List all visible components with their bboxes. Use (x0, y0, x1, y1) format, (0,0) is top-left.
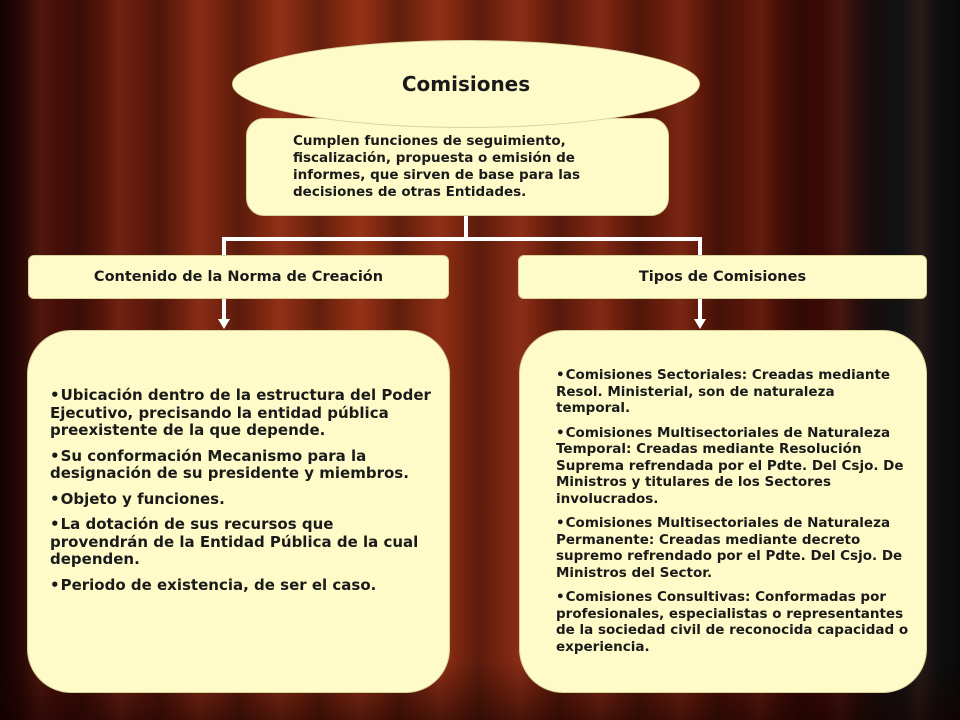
right-branch-header-text: Tipos de Comisiones (638, 269, 807, 285)
bullet-icon: • (50, 515, 60, 533)
connector-right-arrow-line (698, 298, 702, 320)
connector-right-drop (698, 237, 702, 256)
arrow-down-right-icon (694, 319, 706, 329)
left-content-box (27, 330, 450, 693)
left-branch-header-text: Contenido de la Norma de Creación (93, 269, 384, 285)
connector-left-arrow-line (222, 298, 226, 320)
bullet-icon: • (556, 367, 565, 383)
description-box (246, 118, 669, 216)
bullet-icon: • (556, 515, 565, 531)
left-items-list (50, 387, 431, 594)
bullet-icon: • (50, 446, 60, 465)
list-item: •Comisiones Multisectoriales de Naturaleza Temporal: Creadas mediante Resolución Suprema refrendada por el Pdte. Del Csjo. De Ministros y titulares de los Sectores involucrados. (556, 424, 904, 507)
list-item: •Ubicación dentro de la estructura del Poder Ejecutivo, precisando la entidad pública preexistente de la que depende. (50, 386, 431, 439)
right-branch-header (518, 255, 927, 299)
bullet-icon: • (50, 386, 60, 404)
list-item: •Su conformación Mecanismo para la designación de su presidente y miembros. (50, 446, 409, 482)
left-branch-header (28, 255, 449, 299)
list-item: •Objeto y funciones. (50, 489, 225, 508)
list-item: •Periodo de existencia, de ser el caso. (50, 575, 377, 594)
connector-horizontal (222, 237, 702, 241)
bullet-icon: • (50, 575, 60, 594)
list-item: •Comisiones Consultivas: Conformadas por profesionales, especialistas o representantes de la sociedad civil de reconocida capacidad o experiencia. (556, 589, 909, 655)
bullet-icon: • (556, 424, 565, 441)
arrow-down-left-icon (218, 319, 230, 329)
bullet-icon: • (556, 589, 565, 605)
bullet-icon: • (50, 489, 60, 508)
description-text: Cumplen funciones de seguimiento, fiscalización, propuesta o emisión de informes, que sirven de base para las decisiones de otras Entidades. (293, 133, 581, 200)
diagram-title: Comisiones (401, 72, 531, 96)
right-items-list (556, 367, 912, 655)
title-oval (232, 40, 700, 128)
list-item: •La dotación de sus recursos que provendrán de la Entidad Pública de la cual dependen. (50, 515, 419, 568)
list-item: •Comisiones Multisectoriales de Naturaleza Permanente: Creadas mediante decreto supremo refrendado por el Pdte. Del Csjo. De Ministros del Sector. (556, 515, 903, 581)
right-content-box (519, 330, 927, 693)
list-item: •Comisiones Sectoriales: Creadas mediante Resol. Ministerial, son de naturaleza temporal. (556, 367, 891, 416)
connector-left-drop (222, 237, 226, 256)
